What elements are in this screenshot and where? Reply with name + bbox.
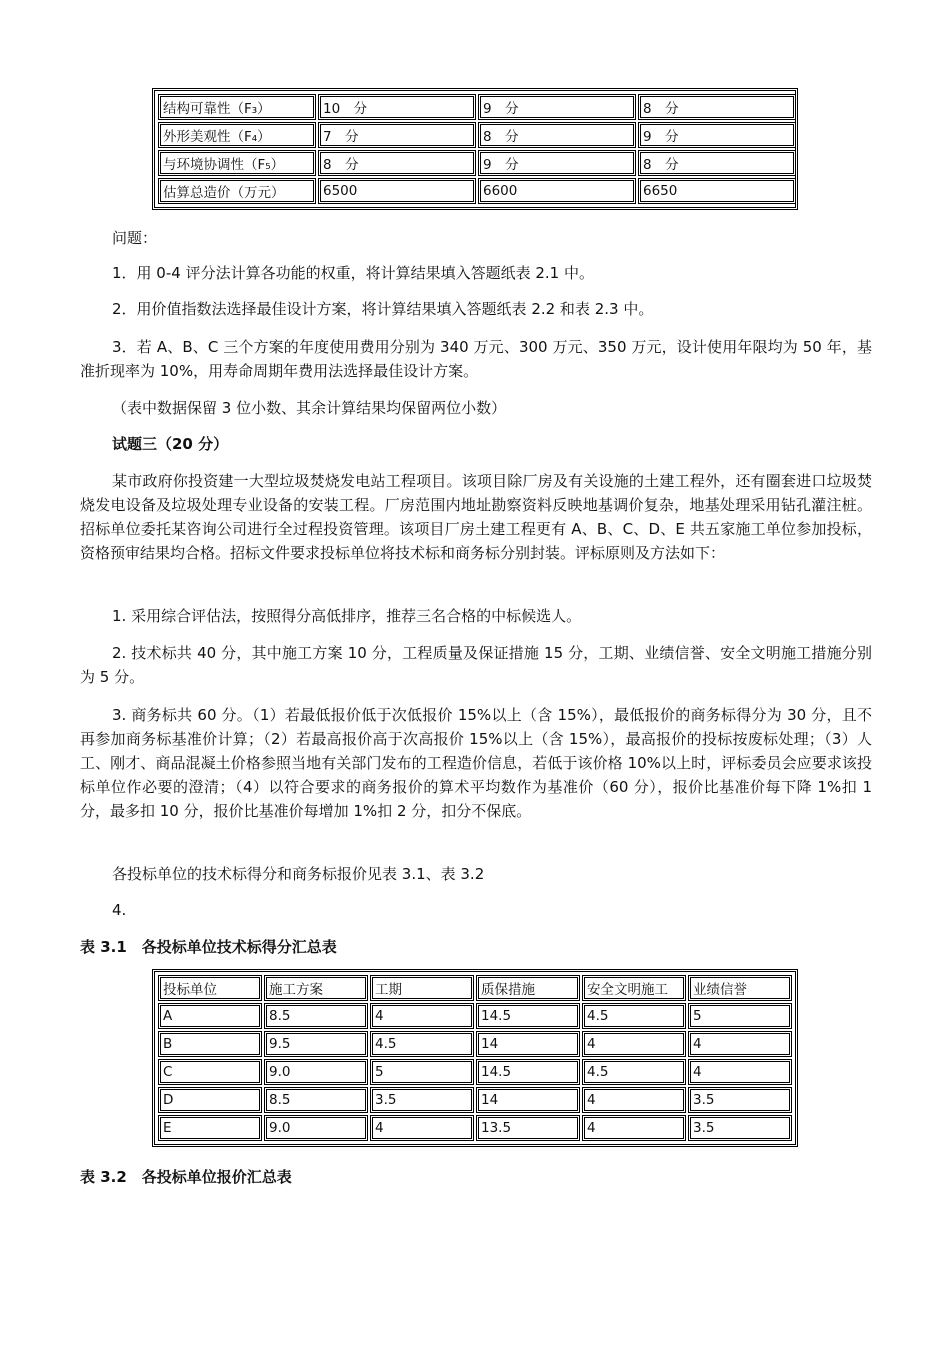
table-cell: 14.5 [476,1003,580,1029]
table-row [158,1115,792,1141]
column-header: 质保措施 [476,975,580,1001]
table-cell: 7 分 [318,122,476,148]
table-row [158,178,796,204]
column-header: 业绩信誉 [688,975,792,1001]
table-row [158,1031,792,1057]
table-cell: 9.5 [264,1031,368,1057]
question-3: 3．若 A、B、C 三个方案的年度使用费用分别为 340 万元、300 万元、350 万元，设计使用年限均为 50 年，基准折现率为 10%，用寿命周期年费用法选择最佳设计方案。 [80,338,872,380]
table-cell: 4.5 [582,1003,686,1029]
questions-label: 问题： [112,229,158,247]
item-4: 4. [112,901,127,919]
table-cell: D [158,1087,262,1113]
table-cell: 3.5 [688,1087,792,1113]
question-2: 2．用价值指数法选择最佳设计方案，将计算结果填入答题纸表 2.2 和表 2.3 中。 [112,300,654,318]
table-cell: 4 [582,1115,686,1141]
table-row [158,1003,792,1029]
table-cell: 10 分 [318,94,476,120]
table-cell: 与环境协调性（F₅） [158,150,316,176]
table-row [158,122,796,148]
table-cell: 5 [370,1059,474,1085]
table-cell: 4 [370,1115,474,1141]
table-cell: 6500 [318,178,476,204]
table-cell: 8 分 [638,94,796,120]
table-cell: 估算总造价（万元） [158,178,316,204]
table-cell: 4 [370,1003,474,1029]
table-cell: 9 分 [478,94,636,120]
table-row [158,1087,792,1113]
column-header: 施工方案 [264,975,368,1001]
rule-2: 2. 技术标共 40 分，其中施工方案 10 分，工程质量及保证措施 15 分，工期、业绩信誉、安全文明施工措施分别为 5 分。 [80,644,872,686]
table-reference: 各投标单位的技术标得分和商务标报价见表 3.1、表 3.2 [112,865,485,883]
table-row [158,150,796,176]
table-cell: 8.5 [264,1003,368,1029]
table-cell: 9 分 [638,122,796,148]
table-cell: 4.5 [370,1031,474,1057]
table-cell: E [158,1115,262,1141]
table-cell: 14 [476,1087,580,1113]
question-1: 1．用 0-4 评分法计算各功能的权重，将计算结果填入答题纸表 2.1 中。 [112,264,594,282]
table-cell: 4.5 [582,1059,686,1085]
column-header: 工期 [370,975,474,1001]
table-cell: 结构可靠性（F₃） [158,94,316,120]
table-cell: 外形美观性（F₄） [158,122,316,148]
table-cell: 3.5 [370,1087,474,1113]
table-cell: 4 [688,1031,792,1057]
table-cell: 4 [582,1087,686,1113]
table-cell: 14 [476,1031,580,1057]
rule-1: 1. 采用综合评估法，按照得分高低排序，推荐三名合格的中标候选人。 [112,607,582,625]
table-cell: 8 分 [318,150,476,176]
technical-score-table [152,969,798,1147]
table-row [158,94,796,120]
column-header: 安全文明施工 [582,975,686,1001]
table-cell: 9.0 [264,1115,368,1141]
table-3-2-caption: 表 3.2 各投标单位报价汇总表 [80,1168,292,1186]
table-cell: 5 [688,1003,792,1029]
table-cell: 14.5 [476,1059,580,1085]
column-header: 投标单位 [158,975,262,1001]
table-cell: 3.5 [688,1115,792,1141]
table-cell: C [158,1059,262,1085]
table-cell: 6600 [478,178,636,204]
scheme-comparison-table [152,88,798,210]
table-row [158,1059,792,1085]
table-3-1-caption: 表 3.1 各投标单位技术标得分汇总表 [80,938,337,956]
table-cell: 13.5 [476,1115,580,1141]
table-cell: 4 [688,1059,792,1085]
section-title: 试题三（20 分） [112,435,229,453]
rounding-note: （表中数据保留 3 位小数、其余计算结果均保留两位小数） [112,399,507,417]
rule-3: 3. 商务标共 60 分。（1）若最低报价低于次低报价 15%以上（含 15%），最低报价的商务标得分为 30 分，且不再参加商务标基准价计算；（2）若最高报价高于次高报价 15%以上（含 15%），最高报价的投标按废标处理；（3）人工、刚才、商品混凝土价格参照当地有关部门发布的工程造价信息，若低于该价格 10%以上时，评标委员会应要求该投标单位作必要的澄清；（4）以符合要求的商务报价的算术平均数作为基准价（60 分），报价比基准价每下降 1%扣 1 分，最多扣 10 分，报价比基准价每增加 1%扣 2 分，扣分不保底。 [80,706,872,820]
project-intro: 某市政府你投资建一大型垃圾焚烧发电站工程项目。该项目除厂房及有关设施的土建工程外，还有圈套进口垃圾焚烧发电设备及垃圾处理专业设备的安装工程。厂房范围内地址勘察资料反映地基调价复杂，地基处理采用钻孔灌注桩。招标单位委托某咨询公司进行全过程投资管理。该项目厂房土建工程更有 A、B、C、D、E 共五家施工单位参加投标，资格预审结果均合格。招标文件要求投标单位将技术标和商务标分别封装。评标原则及方法如下： [80,472,872,562]
table-cell: 8 分 [638,150,796,176]
table-cell: 8.5 [264,1087,368,1113]
table-cell: 6650 [638,178,796,204]
table-header-row [158,975,792,1001]
table-cell: A [158,1003,262,1029]
table-cell: 8 分 [478,122,636,148]
table-cell: 9 分 [478,150,636,176]
table-cell: 9.0 [264,1059,368,1085]
table-cell: B [158,1031,262,1057]
table-cell: 4 [582,1031,686,1057]
